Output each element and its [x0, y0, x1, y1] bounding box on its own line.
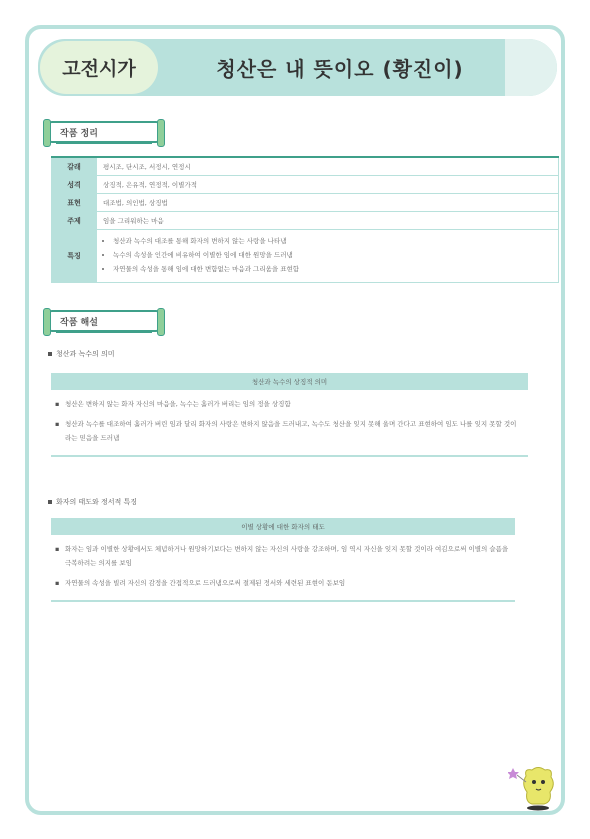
- info-value: 평시조, 단시조, 서정시, 연정시: [97, 158, 559, 175]
- content-box-1: [51, 373, 528, 457]
- box-heading: 이별 상황에 대한 화자의 태도: [51, 518, 515, 535]
- banner-underline: [56, 141, 152, 144]
- list-item: ▪ 화자는 임과 이별한 상황에서도 체념하거나 원망하기보다는 변하지 않는 자신의 사랑을 강조하며, 임 역시 자신을 잊지 못할 것이라 여김으로써 이별의 슬픔을 극복하려는 의지를 보임: [65, 542, 509, 570]
- info-key: 성격: [51, 176, 97, 193]
- info-key: 표현: [51, 194, 97, 211]
- section-label-text: 작품 해설: [60, 317, 98, 328]
- info-value: [97, 230, 559, 282]
- info-row: [51, 212, 559, 230]
- bullet-square-icon: [48, 500, 52, 504]
- subheading-text: 청산과 녹수의 의미: [56, 350, 115, 358]
- info-key: 특징: [51, 230, 97, 282]
- section-label-commentary: [48, 310, 160, 332]
- info-row: [51, 230, 559, 283]
- list-item: • 자연물의 속성을 통해 임에 대한 변함없는 마음과 그리움을 표현함: [113, 264, 552, 273]
- feature-list: [103, 236, 552, 273]
- box-heading: 청산과 녹수의 상징적 의미: [51, 373, 528, 390]
- section-label-text: 작품 정리: [60, 128, 98, 139]
- list-item: • 녹수의 속성을 인간에 비유하여 이별한 임에 대한 원망을 드러냄: [113, 250, 552, 259]
- content-box-2: [51, 518, 515, 602]
- info-row: [51, 158, 559, 176]
- info-row: [51, 194, 559, 212]
- info-value: 대조법, 의인법, 상징법: [97, 194, 559, 211]
- scroll-banner: [48, 121, 160, 143]
- info-table: [51, 158, 559, 283]
- box-body: [51, 535, 515, 600]
- banner-underline: [56, 330, 152, 333]
- category-pill: 고전시가: [40, 41, 158, 94]
- info-row: [51, 176, 559, 194]
- section-label-summary: [48, 121, 160, 143]
- subheading-2: [48, 497, 137, 507]
- list-item: ▪ 청산은 변하지 않는 화자 자신의 마음을, 녹수는 흘러가 버리는 임의 정을 상징함: [65, 397, 522, 411]
- subheading-1: [48, 349, 115, 359]
- scroll-banner: [48, 310, 160, 332]
- info-key: 갈래: [51, 158, 97, 175]
- info-value: 상징적, 은유적, 연정적, 이별가적: [97, 176, 559, 193]
- subheading-text: 화자의 태도와 정서적 특징: [56, 498, 138, 506]
- list-item: • 청산과 녹수의 대조를 통해 화자의 변하지 않는 사랑을 나타냄: [113, 236, 552, 245]
- mascot-character-icon: [508, 762, 560, 812]
- page-title: 청산은 내 뜻이오 (황진이): [216, 57, 464, 81]
- list-item: ▪ 자연물의 속성을 빌려 자신의 감정을 간접적으로 드러냄으로써 절제된 정서와 세련된 표현이 돋보임: [65, 576, 509, 590]
- info-key: 주제: [51, 212, 97, 229]
- info-value: 임을 그리워하는 마음: [97, 212, 559, 229]
- list-item: ▪ 청산과 녹수를 대조하여 흘러가 버린 임과 달리 화자의 사랑은 변하지 않음을 드러내고, 녹수도 청산을 잊지 못해 울며 간다고 표현하여 임도 나를 잊지 못할 것이라는 믿음을 드러냄: [65, 417, 522, 445]
- box-body: [51, 390, 528, 455]
- bullet-square-icon: [48, 352, 52, 356]
